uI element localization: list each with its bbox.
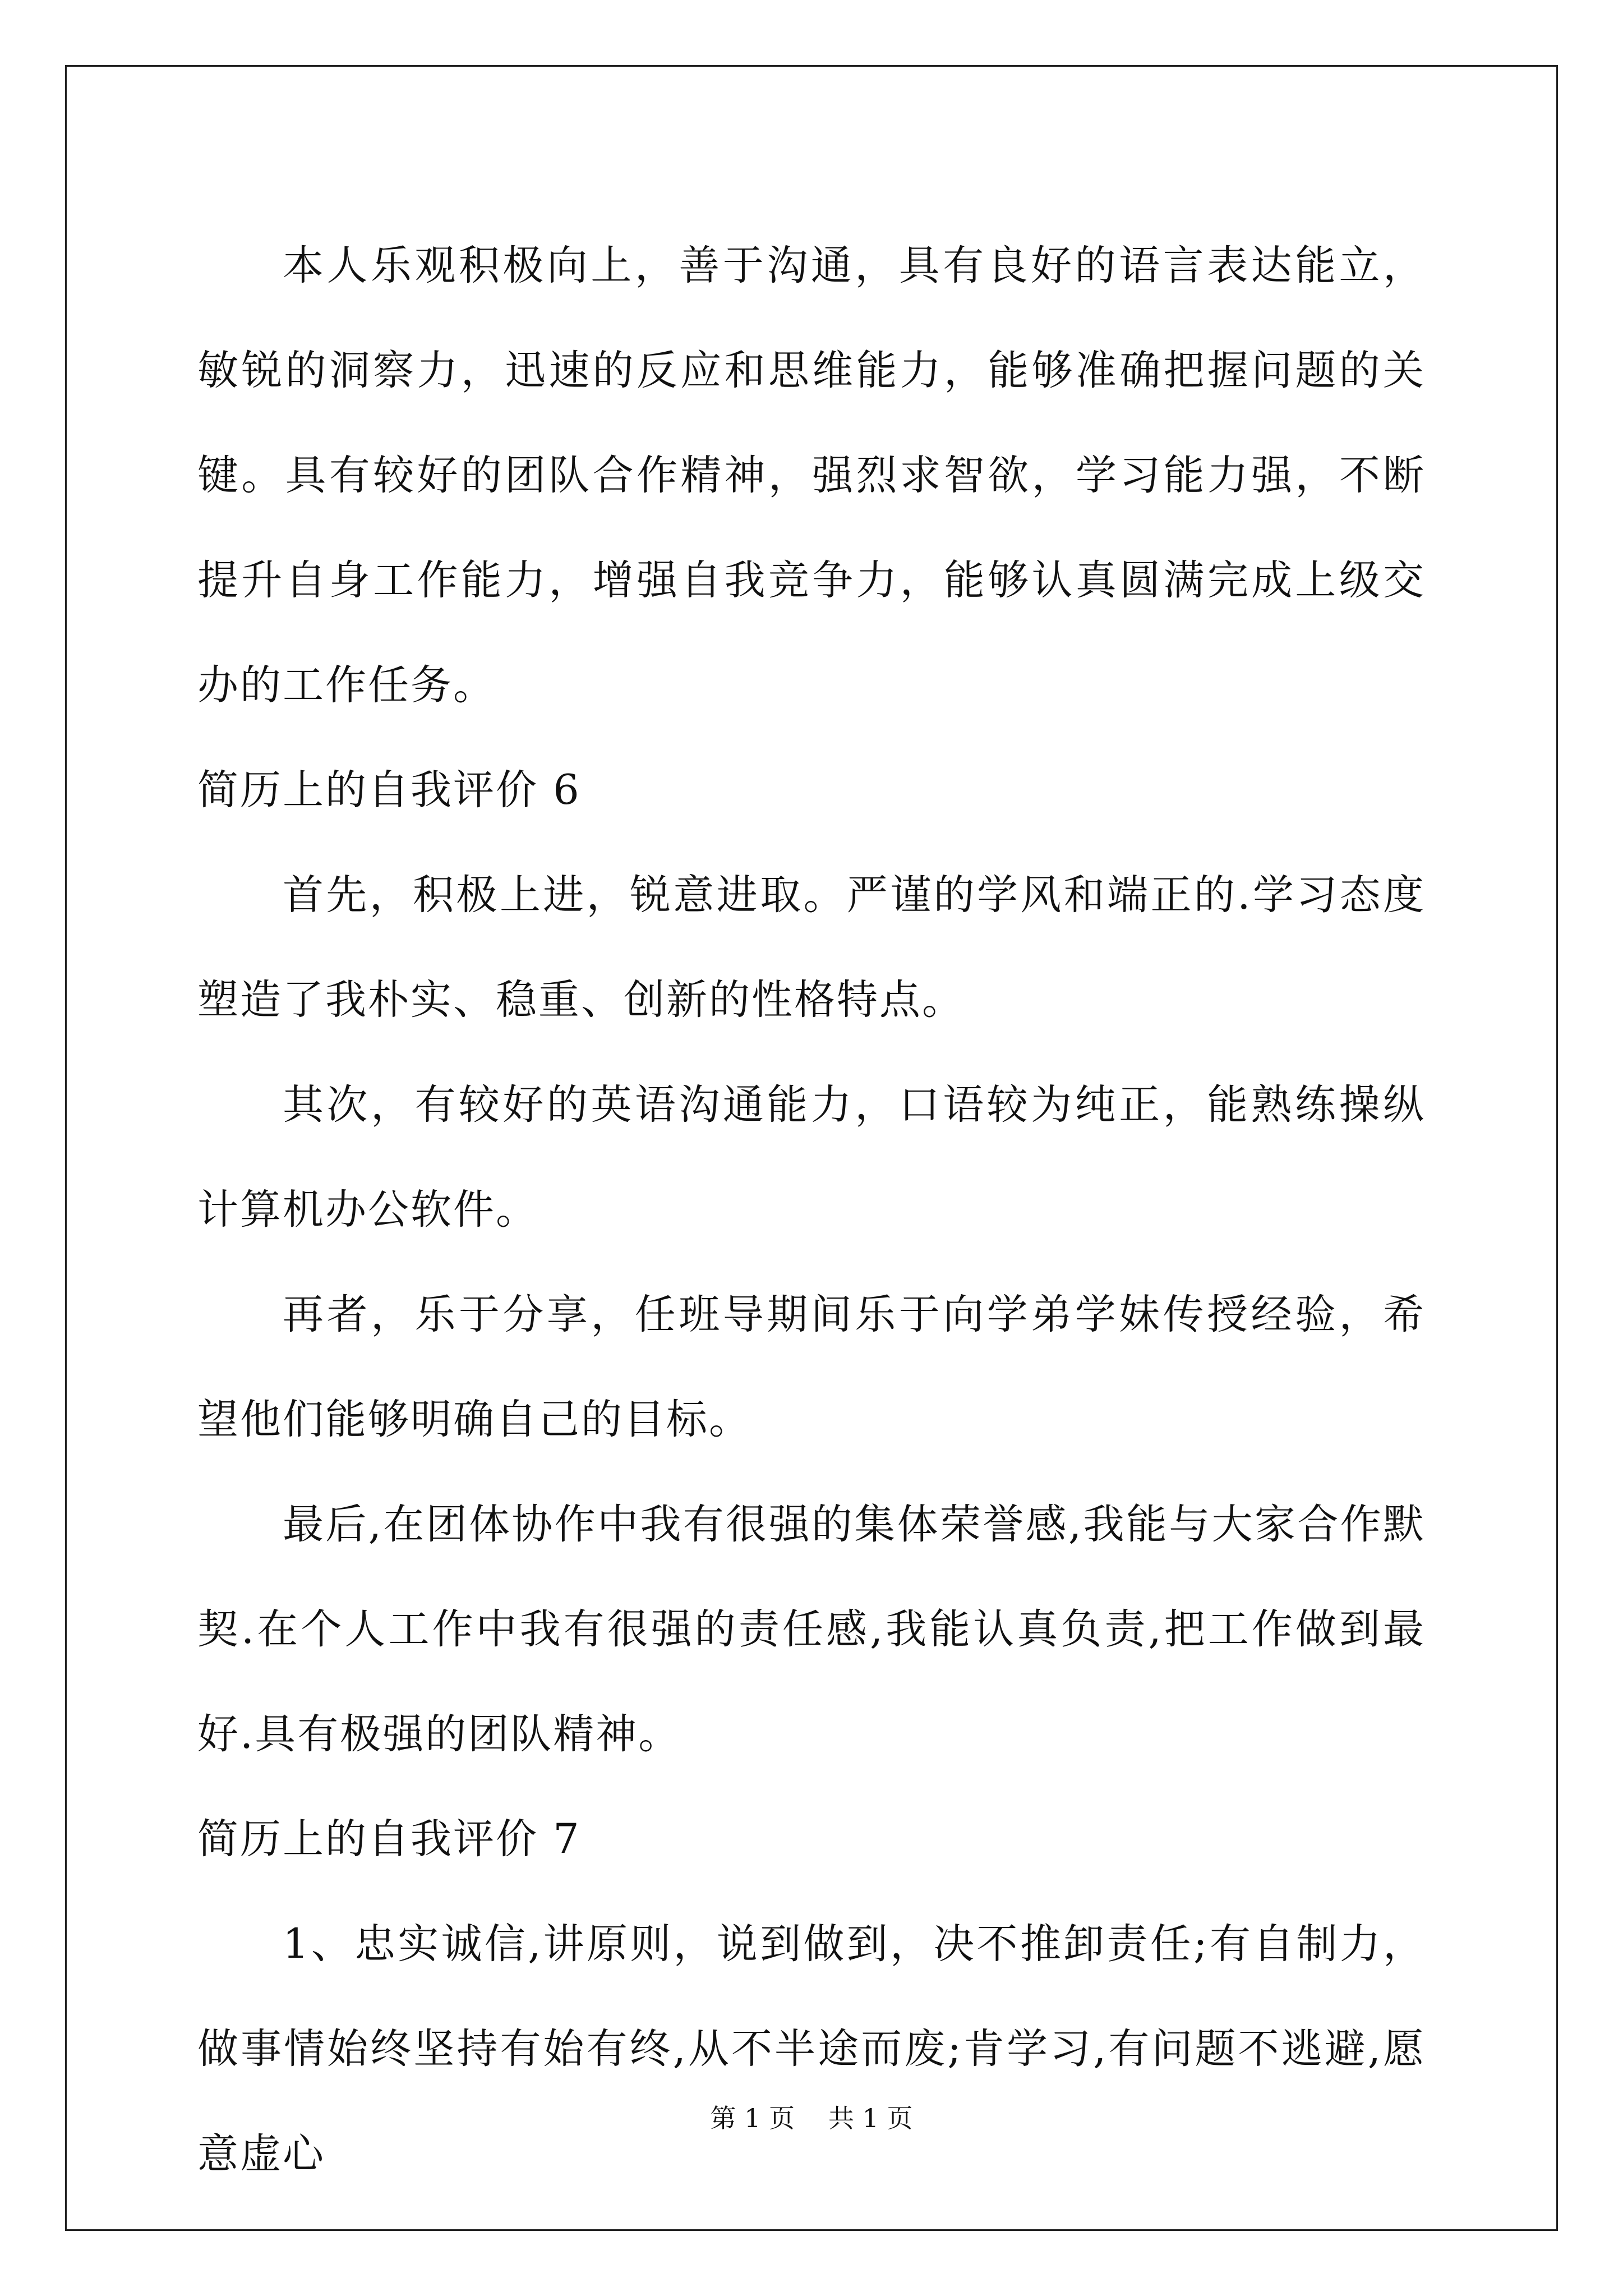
- page-total: 共 1 页: [828, 2103, 913, 2133]
- paragraph-third: 再者，乐于分享，任班导期间乐于向学弟学妹传授经验，希望他们能够明确自己的目标。: [197, 1291, 1426, 1443]
- paragraph-first: 首先，积极上进，锐意进取。严谨的学风和端正的.学习态度塑造了我朴实、稳重、创新的性格特点。: [197, 871, 1426, 1024]
- section-heading-7: 简历上的自我评价 7: [197, 1815, 581, 1863]
- paragraph-second: 其次，有较好的英语沟通能力，口语较为纯正，能熟练操纵计算机办公软件。: [197, 1081, 1426, 1234]
- paragraph-item-1: 1、忠实诚信,讲原则，说到做到，决不推卸责任;有自制力，做事情始终坚持有始有终,从不半途而废;肯学习,有问题不逃避,愿意虚心: [197, 1920, 1426, 2178]
- page-number: 第 1 页: [710, 2103, 795, 2133]
- section-heading-6: 简历上的自我评价 6: [197, 766, 581, 814]
- paragraph-self-intro: 本人乐观积极向上，善于沟通，具有良好的语言表达能立，敏锐的洞察力，迅速的反应和思维能力，能够准确把握问题的关键。具有较好的团队合作精神，强烈求智欲，学习能力强，不断提升自身工作能力，增强自我竞争力，能够认真圆满完成上级交办的工作任务。: [197, 242, 1426, 709]
- page-footer: [0, 2098, 1623, 2135]
- document-body: [197, 213, 1426, 2206]
- paragraph-last: 最后,在团体协作中我有很强的集体荣誉感,我能与大家合作默契.在个人工作中我有很强的责任感,我能认真负责,把工作做到最好.具有极强的团队精神。: [197, 1501, 1426, 1758]
